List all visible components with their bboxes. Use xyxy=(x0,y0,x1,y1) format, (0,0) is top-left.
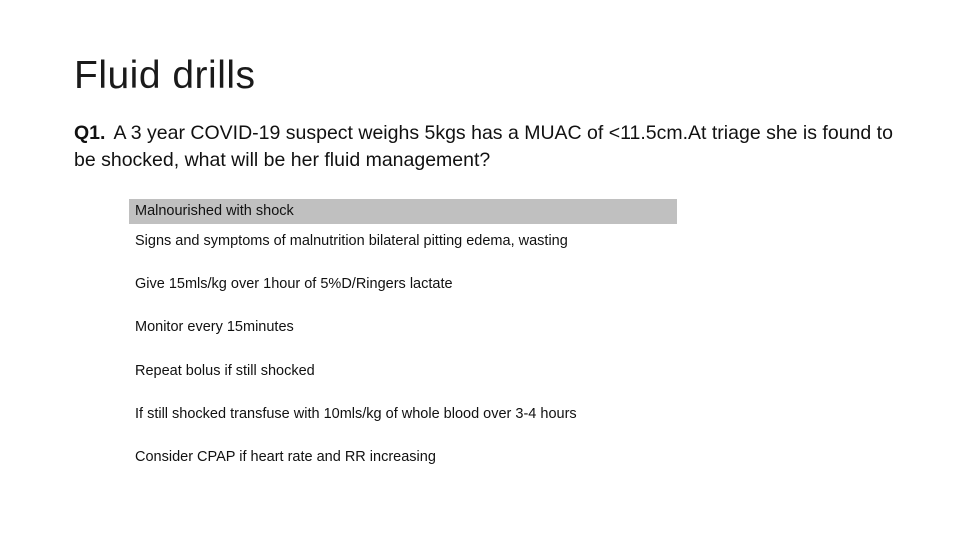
list-item: Give 15mls/kg over 1hour of 5%D/Ringers lactate xyxy=(135,276,453,293)
box-header: Malnourished with shock xyxy=(129,199,677,224)
list-item: If still shocked transfuse with 10mls/kg of whole blood over 3-4 hours xyxy=(135,405,577,422)
question-body: A 3 year COVID-19 suspect weighs 5kgs has a MUAC of <11.5cm.At triage she is found to be shocked, what will be her fluid management? xyxy=(74,122,893,171)
question-number: Q1. xyxy=(74,122,106,144)
list-item: Consider CPAP if heart rate and RR increasing xyxy=(135,448,436,465)
slide-title: Fluid drills xyxy=(74,54,256,97)
management-box xyxy=(129,199,677,483)
management-list xyxy=(129,224,677,483)
question-text xyxy=(74,120,894,174)
list-item: Repeat bolus if still shocked xyxy=(135,362,315,379)
list-item: Signs and symptoms of malnutrition bilateral pitting edema, wasting xyxy=(135,233,568,249)
list-item: Monitor every 15minutes xyxy=(135,319,294,336)
